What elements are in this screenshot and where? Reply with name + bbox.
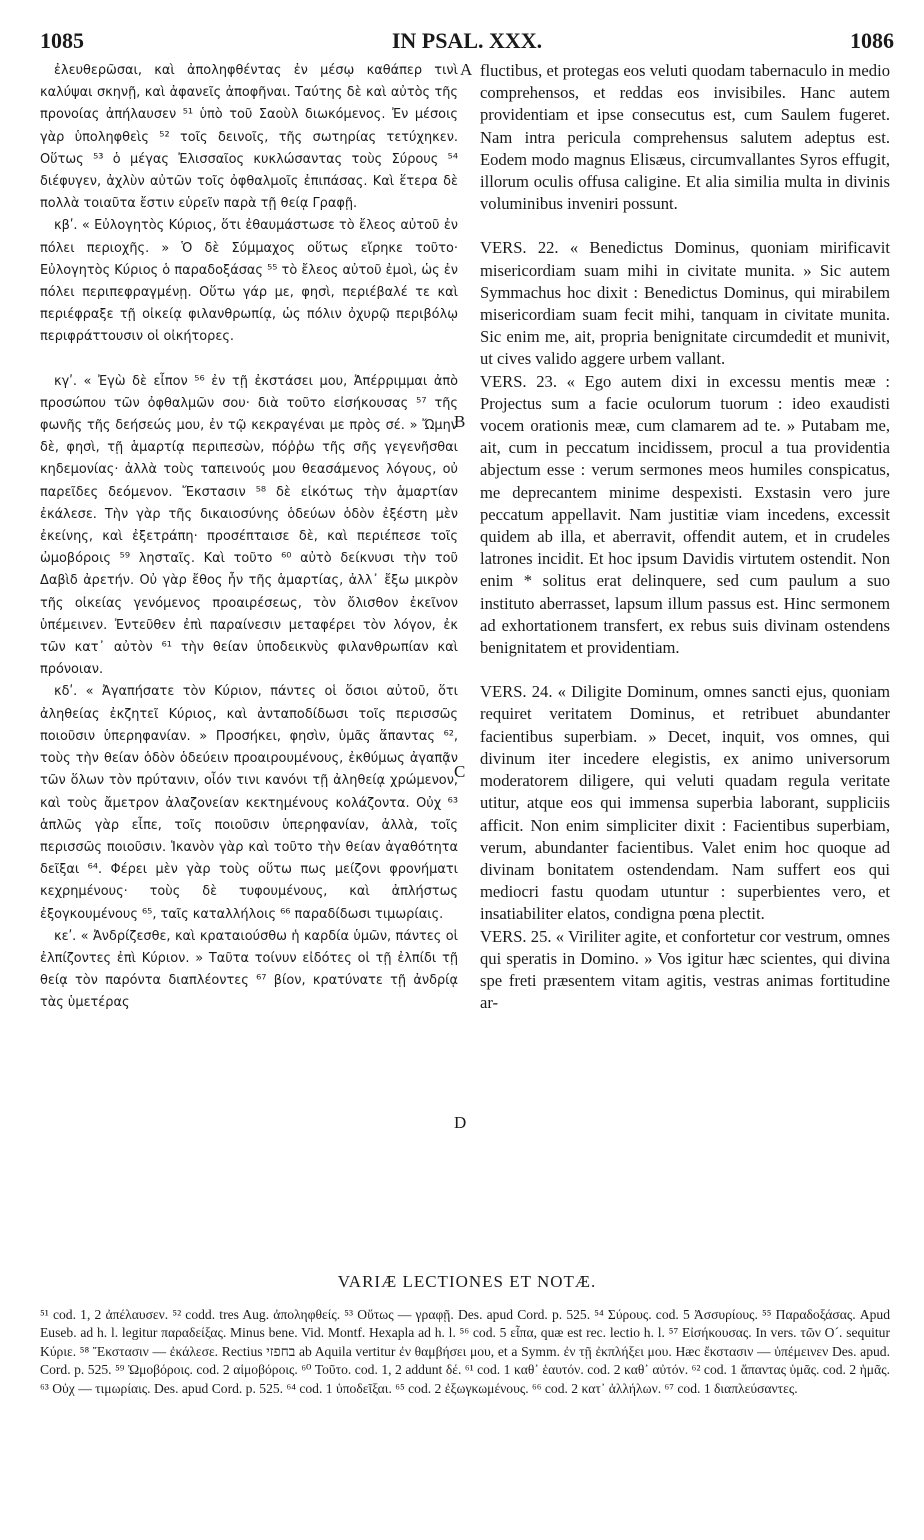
notes-title: VARIÆ LECTIONES ET NOTÆ. bbox=[337, 1272, 597, 1291]
page-number-right: 1086 bbox=[850, 28, 894, 53]
column-marker-c: C bbox=[454, 762, 466, 781]
page-number-left: 1085 bbox=[40, 28, 84, 53]
latin-column bbox=[480, 60, 890, 1014]
latin-paragraph: VERS. 22. « Benedictus Dominus, quoniam mirificavit misericordiam suam mihi in civitate munita. » Sic autem Symmachus hoc dixit : Benedictus Dominus, qui mirabilem misericordiam suam fecit mihi, tanquam in civitate munita. Sic enim me, ait, propria benignitate circumdedit et munivit, ut cives valido aggere urbem vallant. bbox=[480, 238, 890, 369]
greek-paragraph: κβʹ. « Εὐλογητὸς Κύριος, ὅτι ἐθαυμάστωσε τὸ ἔλεος αὐτοῦ ἐν πόλει περιοχῆς. » Ὁ δὲ Σύμμαχος οὕτως εἴρηκε τοῦτο· Εὐλογητὸς Κύριος ὁ παραδοξάσας ⁵⁵ τὸ ἔλεος αὐτοῦ ἐμοὶ, ὡς ἐν πόλει περιπεφραγμένῃ. Οὕτω γάρ με, φησὶ, περιέβαλέ τε καὶ περιέφραξε τῇ οἰκείᾳ φιλανθρωπίᾳ, ὡς πόλιν ὀχυρῷ περιβόλῳ περιφράττουσιν οἱ οἰκήτορες. bbox=[40, 218, 458, 345]
latin-paragraph: VERS. 24. « Diligite Dominum, omnes sancti ejus, quoniam requiret veritatem Dominus, et retribuet abundanter facientibus superbiam. » Decet, inquit, vos omnes, qui divinum iter incedere elegistis, ex animo universorum moderatorem diligere, qui veluti quadam regula veritate utitur, atque eos qui immensa superbia laborant, suppliciis afficit. Non enim simpliciter dixit : Facientibus superbiam, verum, abundanter facientibus. Valet enim hoc quoque ad divinam bonitatem ostendendam. Nam suffert eos qui mediocri fastu quodam utuntur : superbientes vero, et insatiabiliter elatos, condigna pœna plectit. bbox=[480, 682, 890, 924]
column-marker-b: B bbox=[454, 412, 466, 431]
greek-paragraph: κεʹ. « Ἀνδρίζεσθε, καὶ κραταιούσθω ἡ καρδία ὑμῶν, πάντες οἱ ἐλπίζοντες ἐπὶ Κύριον. » Ταῦτα τοίνυν εἰδότες οἱ τῇ ἐλπίδι τῇ θείᾳ τὸν παρόντα διαπλέοντες ⁶⁷ βίον, κρατύνατε τῇ ἀνδρίᾳ τὰς ὑμετέρας bbox=[40, 928, 458, 1011]
column-marker-a: A bbox=[460, 60, 473, 79]
latin-paragraph: fluctibus, et protegas eos veluti quodam tabernaculo in medio comprehensos, et reddas eos invisibiles. Hanc autem providentiam et ipse consecutus est, cum Saulem fugeret. Nam intra pericula comprehensus salutem adeptus est. Eodem modo magnus Elisæus, circumvallantes Syros effugit, illorum oculis offusa caligine. Et alia similia multa in divinis voluminibus inveniri possunt. bbox=[480, 61, 890, 214]
notes-text: ⁵¹ cod. 1, 2 ἀπέλαυσεν. ⁵² codd. tres Aug. ἀποληφθείς. ⁵³ Οὕτως — γραφῇ. Des. apud Cord. p. 525. ⁵⁴ Σύρους. cod. 5 Ἀσσυρίους. ⁵⁵ Παραδοξάσας. Apud Euseb. ad h. l. legitur παραδείξας. Minus bene. Vid. Montf. Hexapla ad h. l. ⁵⁶ cod. 5 εἶπα, quæ est rec. lectio h. l. ⁵⁷ Εἰσήκουσας. In vers. τῶν Ο´. sequitur Κύριε. ⁵⁸ Ἔκστασιν — ἐκάλεσε. Rectius בחפזי ab Aquila vertitur ἐν θαμβήσει μου, et a Symm. ἐν τῇ ἐκπλήξει μου. Hæc ἔκστασιν — ὑπέμεινεν Des. apud. Cord. p. 525. ⁵⁹ Ὠμοβόροις. cod. 2 αἱμοβόροις. ⁶⁰ Τοῦτο. cod. 1, 2 addunt δέ. ⁶¹ cod. 1 καθ᾽ ἑαυτόν. cod. 2 καθ᾽ αὐτόν. ⁶² cod. 1 ἅπαντας ὑμᾶς. cod. 2 ἡμᾶς. ⁶³ Οὐχ — τιμωρίαις. Des. apud Cord. p. 525. ⁶⁴ cod. 1 ὑποδεῖξαι. ⁶⁵ cod. 2 ἐξωγκωμένους. ⁶⁶ cod. 2 κατ᾽ ἀλλήλων. ⁶⁷ cod. 1 διαπλεύσαντες. bbox=[40, 1307, 890, 1396]
column-marker-d: D bbox=[454, 1113, 467, 1132]
greek-paragraph: κδʹ. « Ἀγαπήσατε τὸν Κύριον, πάντες οἱ ὅσιοι αὐτοῦ, ὅτι ἀληθείας ἐκζητεῖ Κύριος, καὶ ἀνταποδίδωσι τοῖς περισσῶς ποιοῦσιν ὑπερηφανίαν. » Προσήκει, φησὶν, ὑμᾶς ἅπαντας ⁶², τοὺς τὴν θείαν ὁδὸν ὁδεύειν προαιρουμένους, ἐκθύμως ἀγαπᾷν τῶν ὅλων τὸν πρύτανιν, οἷόν τινι κανόνι τῇ ἀληθείᾳ χρώμενον, καὶ τοὺς ἄμετρον ἀλαζονείαν κεκτημένους κολάζοντα. Οὐχ ⁶³ ἁπλῶς γὰρ εἶπε, τοῖς ποιοῦσιν ὑπερηφανίαν, ἀλλὰ, τοῖς περισσῶς ποιοῦσιν. Ἱκανὸν γὰρ καὶ τοῦτο τὴν θείαν ἀγαθότητα δεῖξαι ⁶⁴. Φέρει μὲν γὰρ τοὺς οὕτω πως μείζονι φρονήματι κεχρημένους· τοὺς δὲ τυφουμένους, καὶ ἀπλήστως ἐξογκουμένους ⁶⁵, ταῖς καταλλήλοις ⁶⁶ παραδίδωσι τιμωρίαις. bbox=[40, 684, 458, 922]
latin-paragraph: VERS. 23. « Ego autem dixi in excessu mentis meæ : Projectus sum a facie oculorum tuorum : ideo exaudisti vocem orationis meæ, cum clamarem ad te. » Putabam me, ait, cum in peccatum incidissem, procul a tua providentia abjectum esse : verum sermones meos humiles conspicatus, me deprecantem minime despexisti. Exstasin vero jure peccatum appellavit. Nam justitiæ viam incedens, excessit quidem ab illa, et aberravit, offendit autem, et in crudeles latrones incidit. Et hoc ipsum Davidis virtutem ostendit. Non enim * solitus erat delinquere, sed cum paulum a suo instituto aberrasset, lapsum illum passus est. Hinc sermonem ad exhortationem transfert, ex rebus suis divinam ostendens benignitatem et providentiam. bbox=[480, 371, 890, 658]
greek-column bbox=[40, 60, 458, 1015]
greek-paragraph: ἐλευθερῶσαι, καὶ ἀποληφθέντας ἐν μέσῳ καθάπερ τινὶ καλύψαι σκηνῇ, καὶ ἀφανεῖς ἀποφῆναι. Ταύτης δὲ καὶ αὐτὸς τῆς προνοίας ἀπήλαυσεν ⁵¹ ὑπὸ τοῦ Σαοὺλ διωκόμενος. Ἐν μέσοις γὰρ ὑποληφθεὶς ⁵² τοῖς δεινοῖς, τῆς σωτηρίας τετύχηκεν. Οὕτως ⁵³ ὁ μέγας Ἐλισσαῖος κυκλώσαντας τοὺς Σύρους ⁵⁴ διέφυγεν, ἀχλὺν αὐτῶν τοῖς ὀφθαλμοῖς ἐπιπάσας. Καὶ ἕτερα δὲ πολλὰ τοιαῦτα ἔστιν εὑρεῖν παρὰ τῇ θείᾳ Γραφῇ. bbox=[40, 63, 458, 212]
latin-paragraph: VERS. 25. « Viriliter agite, et confortetur cor vestrum, omnes qui speratis in Domino. » Vos igitur hæc scientes, qui divina spe freti præsentem vitam agitis, vestras animas fortitudine ar- bbox=[480, 926, 890, 1013]
greek-paragraph: κγʹ. « Ἐγὼ δὲ εἶπον ⁵⁶ ἐν τῇ ἐκστάσει μου, Ἀπέρριμμαι ἀπὸ προσώπου τῶν ὀφθαλμῶν σου· διὰ τοῦτο εἰσήκουσας ⁵⁷ τῆς φωνῆς τῆς δεήσεώς μου, ἐν τῷ κεκραγέναι με πρὸς σέ. » Ὤμην δὲ, φησὶ, τῇ ἁμαρτίᾳ περιπεσὼν, πόῤῥω τῆς σῆς γεγενῆσθαι κηδεμονίας· ἀλλὰ τοὺς ταπεινούς μου θεασάμενος λόγους, οὐ παρεῖδες δεόμενον. Ἔκστασιν ⁵⁸ δὲ εἰκότως τὴν ἁμαρτίαν ἐκάλεσε. Τὴν γὰρ τῆς δικαιοσύνης ὁδεύων ὁδὸν ἐξέστη μὲν ἐκείνης, καὶ ἐξετράπη· προσέπταισε δὲ, καὶ περιέπεσε τοῖς ὠμοβόροις ⁵⁹ λησταῖς. Καὶ τοῦτο ⁶⁰ αὐτὸ δείκνυσι τὴν τοῦ Δαβὶδ ἀρετήν. Οὐ γὰρ ἔθος ἦν τῆς ἁμαρτίας, ἀλλ᾽ ἔξω μικρὸν τῆς οἰκείας γενόμενος προαιρέσεως, τὸν ὄλισθον ἐκεῖνον ὑπέμεινεν. Ἐντεῦθεν ἐπὶ παραίνεσιν μεταφέρει τὸν λόγον, ἐκ τῶν κατ᾽ αὐτὸν ⁶¹ τὴν θείαν ὑποδεικνὺς φιλανθρωπίαν καὶ πρόνοιαν. bbox=[40, 373, 458, 678]
running-title: IN PSAL. XXX. bbox=[391, 28, 543, 53]
page-header bbox=[40, 28, 894, 58]
